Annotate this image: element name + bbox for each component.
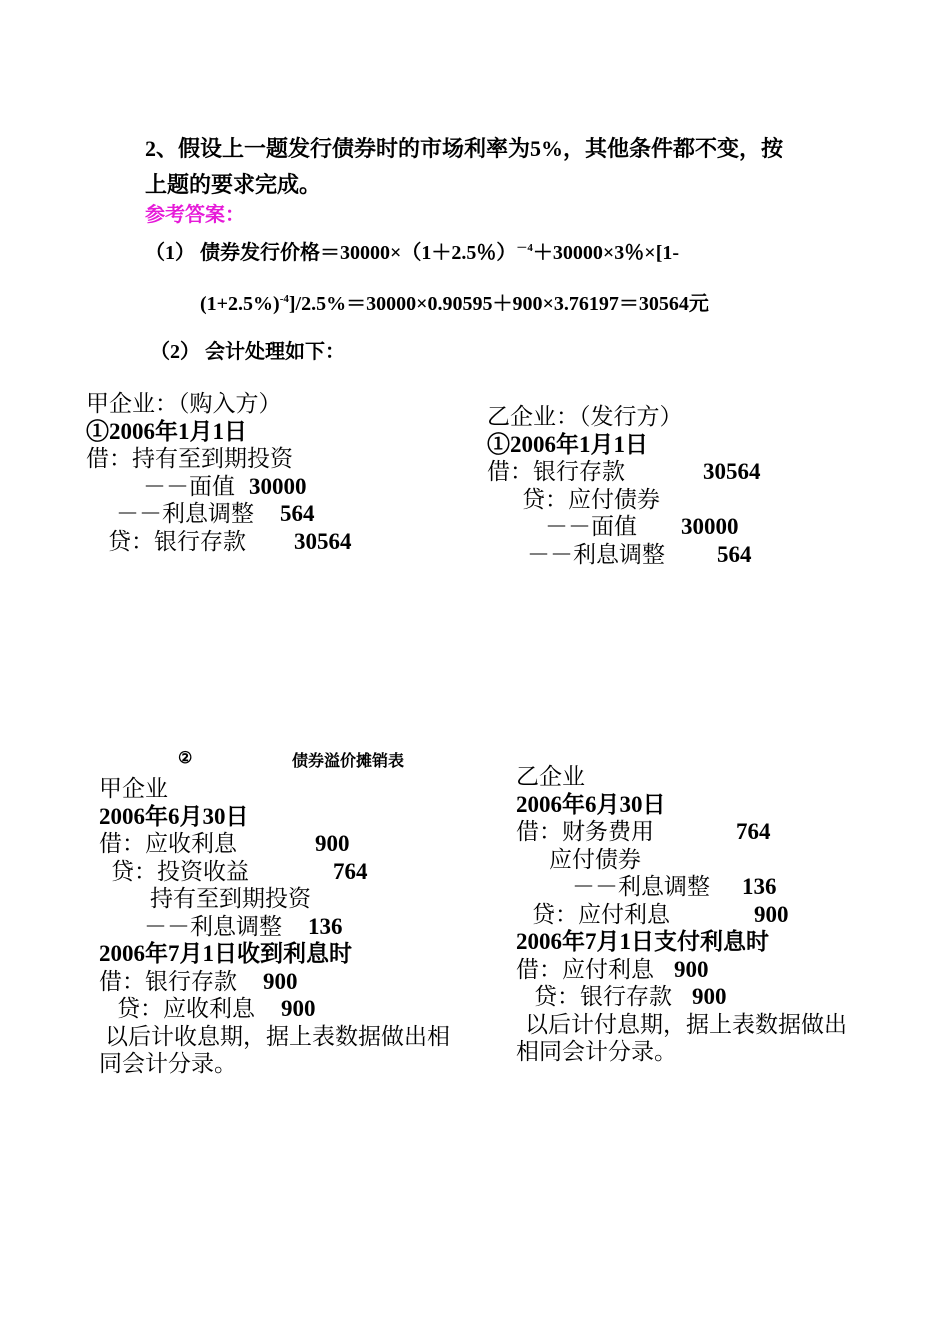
buyer-credit: 贷：银行存款 (108, 528, 246, 554)
step-2-heading: （2） 会计处理如下： (150, 341, 345, 363)
issuer2-l4: 贷：应付利息 (532, 901, 670, 927)
buyer2-note-2: 同会计分录。 (99, 1051, 237, 1076)
issuer-adj-amount: 564 (717, 541, 752, 567)
buyer2-l6-amount: 900 (281, 996, 316, 1021)
issuer2-l5: 借：应付利息 (516, 956, 654, 982)
buyer2-l2: 贷：投资收益 (111, 858, 249, 884)
buyer2-l5-amount: 900 (263, 968, 298, 994)
issuer-date: ①2006年1月1日 (487, 431, 648, 457)
buyer-credit-amount: 30564 (294, 528, 352, 554)
issuer2-l2: 应付债券 (549, 846, 641, 872)
issuer-title: 乙企业：（发行方） (487, 404, 683, 429)
issuer2-l1-amount: 764 (736, 819, 771, 844)
issuer-credit: 贷：应付债券 (522, 486, 660, 512)
issuer-debit-amount: 30564 (703, 459, 761, 484)
issuer2-l6-amount: 900 (692, 984, 727, 1009)
step-1-line-2: $(1+2.5\%)^{-4}]/2.5\%=30000\times 0.90595+900\times 3.76197=30564$元 (200, 293, 709, 315)
buyer2-l3: 持有至到期投资 (150, 886, 311, 911)
issuer2-l6: 贷：银行存款 (534, 984, 672, 1009)
issuer2-date: 2006年6月30日 (516, 791, 666, 817)
issuer-face-amount: 30000 (681, 514, 739, 539)
issuer-entry-initial (487, 403, 761, 568)
buyer-entry-periodic (99, 775, 450, 1078)
issuer-face: －－面值 (545, 514, 637, 539)
buyer2-l1: 借：应收利息 (99, 831, 237, 856)
issuer2-note-2: 相同会计分录。 (516, 1039, 677, 1064)
issuer2-note-1: 以后计付息期，据上表数据做出 (525, 1011, 847, 1037)
buyer2-l5: 借：银行存款 (99, 968, 237, 994)
buyer-title: 甲企业：（购入方） (86, 391, 282, 416)
buyer-adj-amount: 564 (280, 501, 315, 526)
buyer2-l2-amount: 764 (333, 858, 368, 884)
buyer2-l1-amount: 900 (315, 831, 350, 856)
amortization-table-caption: 债券溢价摊销表 (292, 753, 405, 770)
issuer2-l1: 借：财务费用 (516, 819, 654, 844)
issuer2-l3-amount: 136 (742, 874, 777, 899)
issuer-adj: －－利息调整 (527, 541, 665, 567)
buyer-date: ①2006年1月1日 (86, 418, 247, 444)
question-line-1: 2、假设上一题发行债券时的市场利率为5%，其他条件都不变，按 (145, 136, 784, 161)
issuer2-l3: －－利息调整 (572, 874, 710, 899)
answer-label: 参考答案： (145, 204, 245, 226)
issuer2-title: 乙企业 (516, 764, 585, 789)
buyer-face-amount: 30000 (249, 473, 307, 499)
issuer2-l5-amount: 900 (674, 956, 709, 982)
issuer-debit: 借：银行存款 (487, 459, 625, 484)
question-line-2: 上题的要求完成。 (145, 172, 322, 197)
buyer2-date-2: 2006年7月1日收到利息时 (99, 941, 352, 966)
buyer2-l4: －－利息调整 (144, 913, 282, 939)
issuer2-l4-amount: 900 (754, 901, 789, 927)
buyer-face: －－面值 (143, 473, 235, 499)
buyer2-note-1: 以后计收息期，据上表数据做出相 (105, 1023, 450, 1049)
buyer2-l4-amount: 136 (308, 913, 343, 939)
step-1-line-1: （1） 债券发行价格＝30000×（1＋2.5％）$^{-4}$＋30000×3％×[1- (145, 242, 680, 264)
buyer-adj: －－利息调整 (116, 501, 254, 526)
buyer-entry-initial (86, 390, 352, 555)
buyer-debit: 借：持有至到期投资 (86, 446, 293, 471)
issuer-entry-periodic (516, 763, 847, 1066)
buyer2-l6: 贷：应收利息 (117, 996, 255, 1021)
section-2-marker: ② (178, 750, 193, 767)
issuer2-date-2: 2006年7月1日支付利息时 (516, 929, 769, 954)
buyer2-title: 甲企业 (99, 776, 168, 801)
buyer2-date: 2006年6月30日 (99, 803, 249, 829)
